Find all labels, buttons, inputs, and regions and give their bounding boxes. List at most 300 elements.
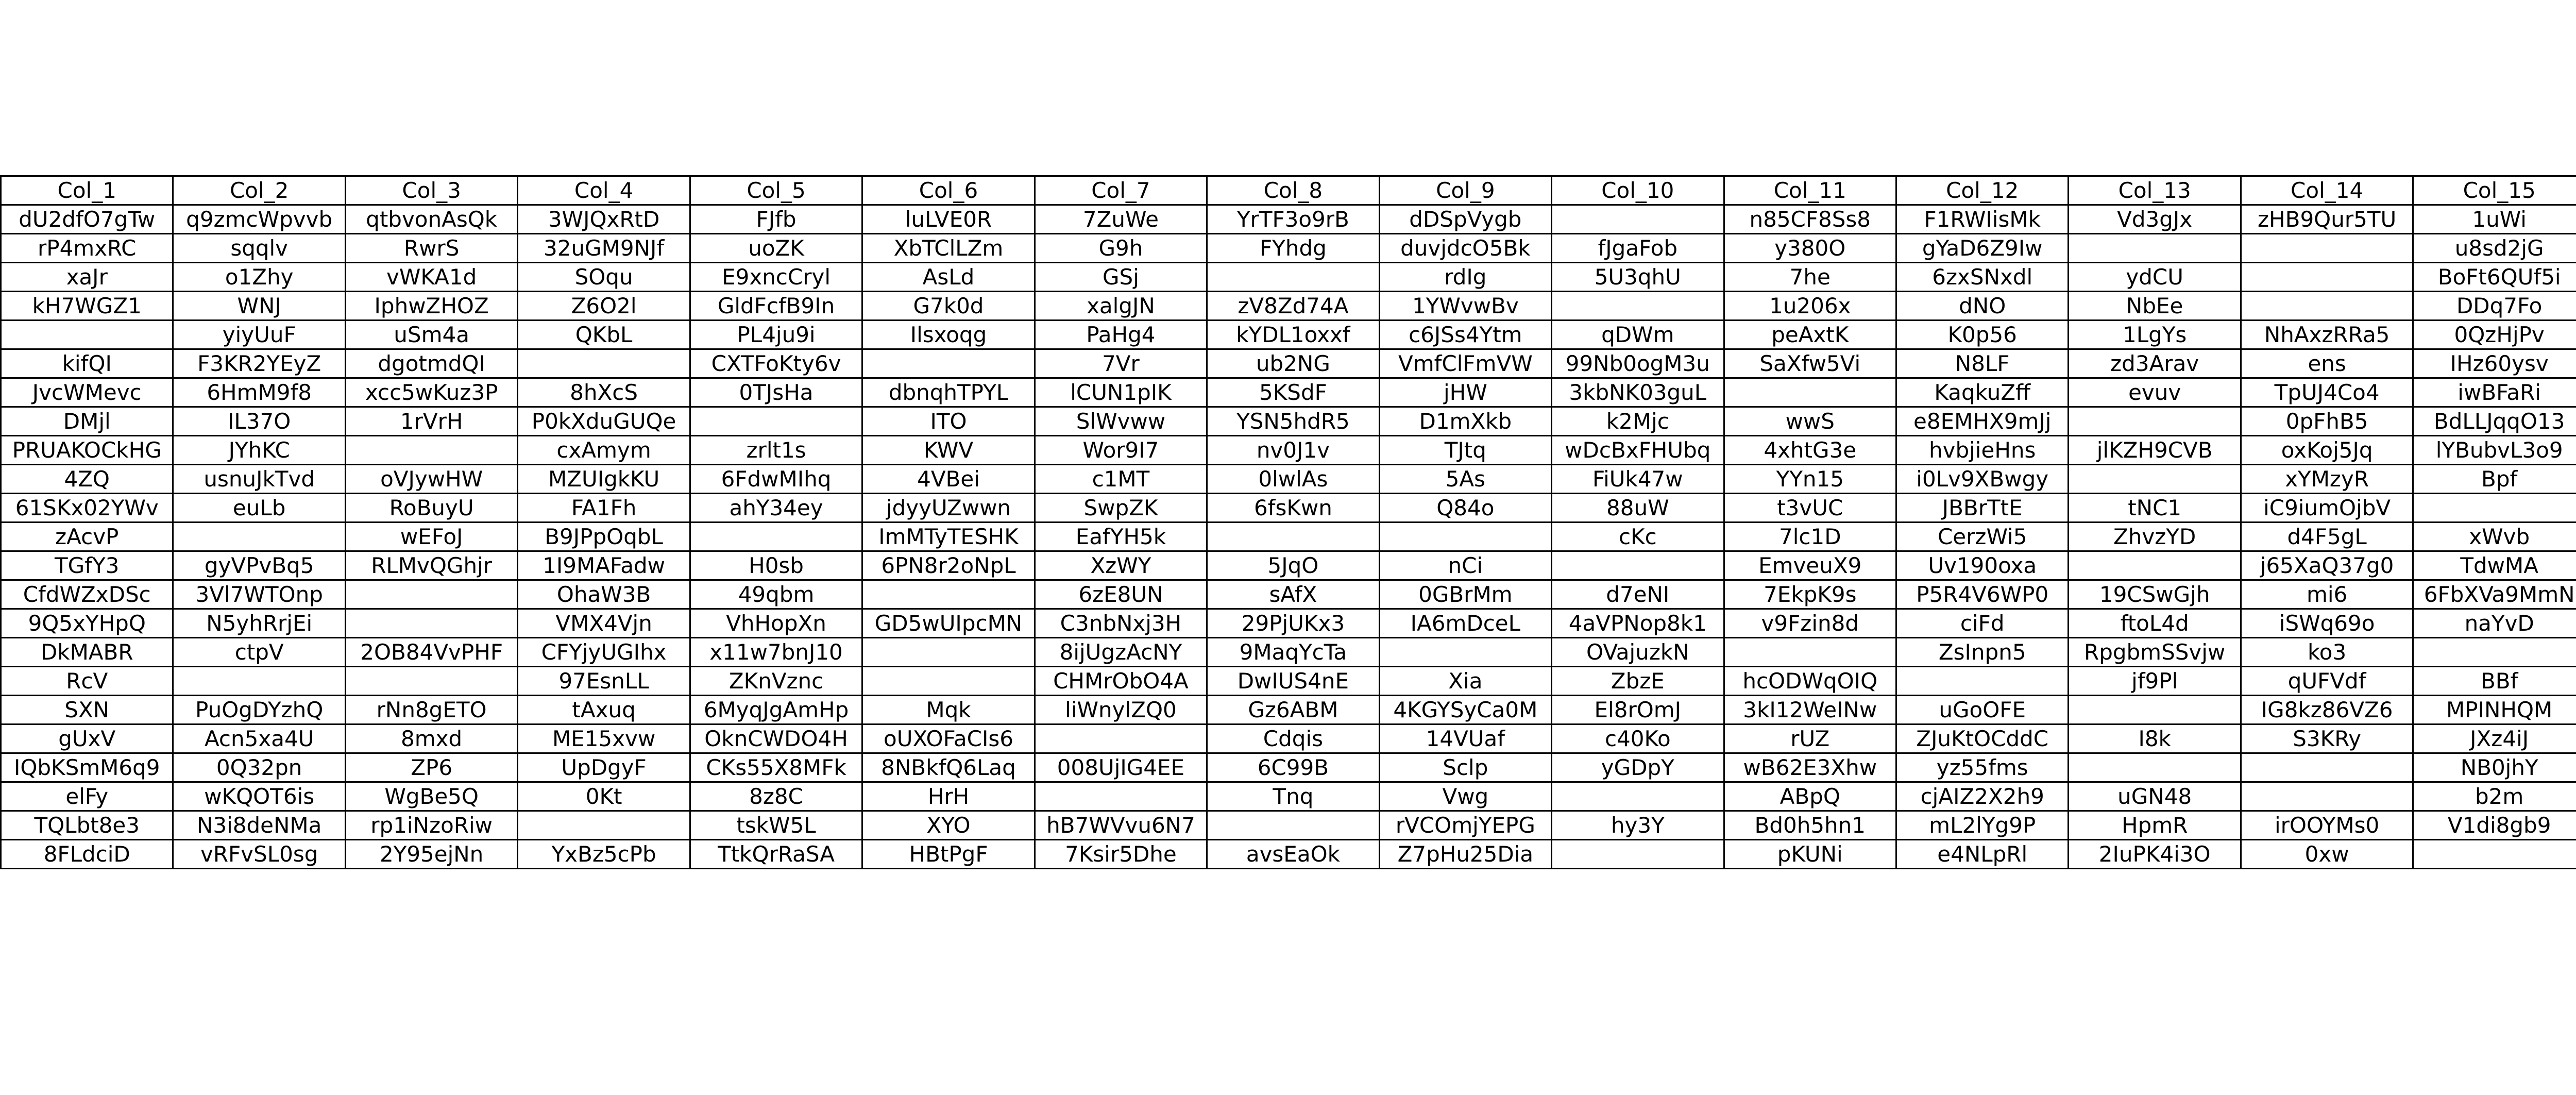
table-cell: dgotmdQI [345, 349, 517, 378]
table-cell [862, 580, 1035, 609]
table-cell: luLVE0R [862, 205, 1035, 234]
table-cell: RwrS [345, 234, 517, 263]
table-cell: xWvb [2413, 523, 2576, 551]
table-cell: DMjl [1, 407, 173, 436]
table-cell [173, 667, 345, 696]
table-cell: DkMABR [1, 638, 173, 667]
table-cell: vWKA1d [345, 263, 517, 292]
table-row [1, 753, 2576, 782]
table-cell: 3Vl7WTOnp [173, 580, 345, 609]
table-cell: EmveuX9 [1724, 551, 1896, 580]
table-cell: yz55fms [1896, 753, 2068, 782]
table-cell: YSN5hdR5 [1207, 407, 1379, 436]
table-cell: Z7pHu25Dia [1379, 840, 1551, 869]
table-cell: IQbKSmM6q9 [1, 753, 173, 782]
table-cell: nCi [1379, 551, 1551, 580]
table-cell [2413, 638, 2576, 667]
table-cell [862, 638, 1035, 667]
table-cell: N3i8deNMa [173, 811, 345, 840]
table-cell: B9JPpOqbL [518, 523, 690, 551]
table-cell: UpDgyF [518, 753, 690, 782]
table-cell: yiyUuF [173, 321, 345, 349]
table-cell: rUZ [1724, 725, 1896, 753]
table-cell: 0xw [2241, 840, 2413, 869]
table-cell [2069, 696, 2241, 725]
table-cell: irOOYMs0 [2241, 811, 2413, 840]
table-cell: v9Fzin8d [1724, 609, 1896, 638]
table-row [1, 349, 2576, 378]
table-cell: HrH [862, 782, 1035, 811]
table-cell: cjAIZ2X2h9 [1896, 782, 2068, 811]
table-cell: 6fsKwn [1207, 494, 1379, 523]
table-cell [862, 349, 1035, 378]
table-cell [2413, 494, 2576, 523]
table-row [1, 234, 2576, 263]
table-cell: XzWY [1035, 551, 1207, 580]
table-cell: kYDL1oxxf [1207, 321, 1379, 349]
table-cell: dbnqhTPYL [862, 378, 1035, 407]
table-cell: Xia [1379, 667, 1551, 696]
table-cell: tNC1 [2069, 494, 2241, 523]
column-header: Col_9 [1379, 176, 1551, 205]
column-header: Col_8 [1207, 176, 1379, 205]
table-cell: 5KSdF [1207, 378, 1379, 407]
table-cell: elFy [1, 782, 173, 811]
table-row [1, 551, 2576, 580]
table-cell: RoBuyU [345, 494, 517, 523]
table-cell: NhAxzRRa5 [2241, 321, 2413, 349]
table-cell: CKs55X8MFk [690, 753, 862, 782]
table-row [1, 494, 2576, 523]
table-cell: G9h [1035, 234, 1207, 263]
table-cell: zAcvP [1, 523, 173, 551]
table-cell: uGN48 [2069, 782, 2241, 811]
table-cell: 7ZuWe [1035, 205, 1207, 234]
table-cell: RpgbmSSvjw [2069, 638, 2241, 667]
table-cell: 4KGYSyCa0M [1379, 696, 1551, 725]
table-cell: WNJ [173, 292, 345, 321]
table-cell: qUFVdf [2241, 667, 2413, 696]
table-cell: PaHg4 [1035, 321, 1207, 349]
table-cell: wwS [1724, 407, 1896, 436]
table-cell: HpmR [2069, 811, 2241, 840]
table-cell: I8k [2069, 725, 2241, 753]
table-cell: zHB9Qur5TU [2241, 205, 2413, 234]
table-cell: JYhKC [173, 436, 345, 465]
table-cell [1207, 523, 1379, 551]
table-cell: BdLLJqqO13 [2413, 407, 2576, 436]
table-row [1, 321, 2576, 349]
table-cell [1552, 292, 1724, 321]
table-cell: 97EsnLL [518, 667, 690, 696]
table-cell: VMX4Vjn [518, 609, 690, 638]
table-cell: 2OB84VvPHF [345, 638, 517, 667]
table-cell: 6FdwMIhq [690, 465, 862, 494]
table-cell: cxAmym [518, 436, 690, 465]
table-cell: CXTFoKty6v [690, 349, 862, 378]
table-cell: dU2dfO7gTw [1, 205, 173, 234]
column-header: Col_12 [1896, 176, 2068, 205]
table-cell: 0Kt [518, 782, 690, 811]
table-cell: rVCOmjYEPG [1379, 811, 1551, 840]
table-cell: C3nbNxj3H [1035, 609, 1207, 638]
table-cell: euLb [173, 494, 345, 523]
table-cell: b2m [2413, 782, 2576, 811]
table-cell: IG8kz86VZ6 [2241, 696, 2413, 725]
table-cell: xYMzyR [2241, 465, 2413, 494]
table-cell [1724, 378, 1896, 407]
table-cell: wKQOT6is [173, 782, 345, 811]
table-cell: Gz6ABM [1207, 696, 1379, 725]
table-cell: K0p56 [1896, 321, 2068, 349]
table-cell: IphwZHOZ [345, 292, 517, 321]
table-cell: d4F5gL [2241, 523, 2413, 551]
table-cell: c40Ko [1552, 725, 1724, 753]
table-cell: y380O [1724, 234, 1896, 263]
table-cell: Mqk [862, 696, 1035, 725]
table-cell [2241, 782, 2413, 811]
table-cell: Bd0h5hn1 [1724, 811, 1896, 840]
table-cell [2241, 234, 2413, 263]
table-header [1, 176, 2576, 205]
table-cell: zV8Zd74A [1207, 292, 1379, 321]
table-cell: fJgaFob [1552, 234, 1724, 263]
table-cell: 0Q32pn [173, 753, 345, 782]
table-cell: N5yhRrjEi [173, 609, 345, 638]
table-cell: ko3 [2241, 638, 2413, 667]
table-cell: evuv [2069, 378, 2241, 407]
table-cell [345, 580, 517, 609]
table-cell: dDSpVygb [1379, 205, 1551, 234]
column-header: Col_3 [345, 176, 517, 205]
column-header: Col_10 [1552, 176, 1724, 205]
table-cell: 7he [1724, 263, 1896, 292]
table-cell: rp1iNzoRiw [345, 811, 517, 840]
column-header: Col_13 [2069, 176, 2241, 205]
table-cell: 88uW [1552, 494, 1724, 523]
table-cell: c6JSs4Ytm [1379, 321, 1551, 349]
table-row [1, 263, 2576, 292]
table-cell: 9Q5xYHpQ [1, 609, 173, 638]
table-row [1, 638, 2576, 667]
table-cell: CHMrObO4A [1035, 667, 1207, 696]
table-cell: 32uGM9NJf [518, 234, 690, 263]
column-header: Col_2 [173, 176, 345, 205]
table-cell [2069, 551, 2241, 580]
table-cell: q9zmcWpvvb [173, 205, 345, 234]
table-cell [2069, 407, 2241, 436]
table-cell: DDq7Fo [2413, 292, 2576, 321]
table-cell: 0lwlAs [1207, 465, 1379, 494]
table-cell: ABpQ [1724, 782, 1896, 811]
table-cell: AsLd [862, 263, 1035, 292]
table-cell: mL2lYg9P [1896, 811, 2068, 840]
table-row [1, 523, 2576, 551]
table-cell: QKbL [518, 321, 690, 349]
table-cell: 5U3qhU [1552, 263, 1724, 292]
table-cell: JXz4iJ [2413, 725, 2576, 753]
table-cell: Z6O2l [518, 292, 690, 321]
table-cell: 6HmM9f8 [173, 378, 345, 407]
table-row [1, 725, 2576, 753]
table-cell: VhHopXn [690, 609, 862, 638]
table-cell: F1RWIisMk [1896, 205, 2068, 234]
table-cell: e8EMHX9mJj [1896, 407, 2068, 436]
table-cell: ciFd [1896, 609, 2068, 638]
table-cell: El8rOmJ [1552, 696, 1724, 725]
table-cell: TtkQrRaSA [690, 840, 862, 869]
table-row [1, 580, 2576, 609]
table-cell [690, 407, 862, 436]
table-cell [2069, 234, 2241, 263]
table-cell: iC9iumOjbV [2241, 494, 2413, 523]
table-cell: 8z8C [690, 782, 862, 811]
table-cell: uGoOFE [1896, 696, 2068, 725]
table-cell: DwIUS4nE [1207, 667, 1379, 696]
table-cell [2241, 292, 2413, 321]
table-cell: gUxV [1, 725, 173, 753]
table-cell: KaqkuZff [1896, 378, 2068, 407]
table-cell: TGfY3 [1, 551, 173, 580]
table-cell: 8mxd [345, 725, 517, 753]
table-cell: jf9Pl [2069, 667, 2241, 696]
table-cell: 4ZQ [1, 465, 173, 494]
table-cell: vRFvSL0sg [173, 840, 345, 869]
table-cell: HBtPgF [862, 840, 1035, 869]
table-cell: FA1Fh [518, 494, 690, 523]
table-row [1, 696, 2576, 725]
table-cell: Vwg [1379, 782, 1551, 811]
table-cell: 1u206x [1724, 292, 1896, 321]
table-cell: ftoL4d [2069, 609, 2241, 638]
table-cell: 61SKx02YWv [1, 494, 173, 523]
table-cell [1035, 782, 1207, 811]
table-cell: GSj [1035, 263, 1207, 292]
table-cell [345, 667, 517, 696]
table-cell: SlWvww [1035, 407, 1207, 436]
column-header: Col_5 [690, 176, 862, 205]
table-cell [1207, 263, 1379, 292]
table-cell: ZbzE [1552, 667, 1724, 696]
table-cell: 2IuPK4i3O [2069, 840, 2241, 869]
table-cell: 19CSwGjh [2069, 580, 2241, 609]
table-cell: IL37O [173, 407, 345, 436]
table-cell: e4NLpRl [1896, 840, 2068, 869]
table-cell [1, 321, 173, 349]
table-cell: kifQI [1, 349, 173, 378]
table-cell: NbEe [2069, 292, 2241, 321]
table-cell: JvcWMevc [1, 378, 173, 407]
table-cell: rdIg [1379, 263, 1551, 292]
table-cell: 008UjIG4EE [1035, 753, 1207, 782]
table-cell: TpUJ4Co4 [2241, 378, 2413, 407]
table-cell [518, 349, 690, 378]
table-cell: t3vUC [1724, 494, 1896, 523]
table-cell: WgBe5Q [345, 782, 517, 811]
table-cell: kH7WGZ1 [1, 292, 173, 321]
table-cell: PRUAKOCkHG [1, 436, 173, 465]
table-cell: 8FLdciD [1, 840, 173, 869]
table-cell: i0Lv9XBwgy [1896, 465, 2068, 494]
table-cell: IHz60ysv [2413, 349, 2576, 378]
table-cell: naYvD [2413, 609, 2576, 638]
table-row [1, 436, 2576, 465]
table-cell: uSm4a [345, 321, 517, 349]
table-cell: 3kI12WeINw [1724, 696, 1896, 725]
table-body [1, 205, 2576, 869]
table-cell: OVajuzkN [1552, 638, 1724, 667]
table-cell: 7Vr [1035, 349, 1207, 378]
table-cell: ZsInpn5 [1896, 638, 2068, 667]
table-cell: liWnylZQ0 [1035, 696, 1207, 725]
table-cell: PL4ju9i [690, 321, 862, 349]
table-cell [1552, 551, 1724, 580]
table-row [1, 782, 2576, 811]
table-cell: BoFt6QUf5i [2413, 263, 2576, 292]
table-cell: KWV [862, 436, 1035, 465]
table-cell [2241, 753, 2413, 782]
table-cell: D1mXkb [1379, 407, 1551, 436]
table-cell [2413, 840, 2576, 869]
table-cell [1896, 667, 2068, 696]
table-cell: sqqlv [173, 234, 345, 263]
table-row [1, 407, 2576, 436]
table-cell: cKc [1552, 523, 1724, 551]
table-cell: NB0jhY [2413, 753, 2576, 782]
data-table-container [0, 175, 2576, 869]
table-cell: tskW5L [690, 811, 862, 840]
table-cell: tAxuq [518, 696, 690, 725]
table-cell: 6zE8UN [1035, 580, 1207, 609]
table-cell: N8LF [1896, 349, 2068, 378]
table-cell: lCUN1pIK [1035, 378, 1207, 407]
table-cell [1035, 725, 1207, 753]
table-cell: 49qbm [690, 580, 862, 609]
table-cell: V1di8gb9 [2413, 811, 2576, 840]
table-cell: wB62E3Xhw [1724, 753, 1896, 782]
table-cell: 2Y95ejNn [345, 840, 517, 869]
table-cell: 1uWi [2413, 205, 2576, 234]
table-cell: RLMvQGhjr [345, 551, 517, 580]
table-cell: 3kbNK03guL [1552, 378, 1724, 407]
table-cell: 9MaqYcTa [1207, 638, 1379, 667]
table-cell [345, 609, 517, 638]
table-cell: GldFcfB9In [690, 292, 862, 321]
table-cell: usnuJkTvd [173, 465, 345, 494]
table-cell: ens [2241, 349, 2413, 378]
table-cell: k2Mjc [1552, 407, 1724, 436]
table-cell: 0pFhB5 [2241, 407, 2413, 436]
table-cell: YxBz5cPb [518, 840, 690, 869]
table-cell: n85CF8Ss8 [1724, 205, 1896, 234]
table-cell [173, 523, 345, 551]
table-cell: wEFoJ [345, 523, 517, 551]
table-cell: S3KRy [2241, 725, 2413, 753]
table-cell: IA6mDceL [1379, 609, 1551, 638]
table-cell: jHW [1379, 378, 1551, 407]
table-cell [518, 811, 690, 840]
table-cell: 6FbXVa9MmN [2413, 580, 2576, 609]
table-cell: SaXfw5Vi [1724, 349, 1896, 378]
table-cell: ctpV [173, 638, 345, 667]
table-cell: hvbjieHns [1896, 436, 2068, 465]
table-cell: xcc5wKuz3P [345, 378, 517, 407]
table-cell: pKUNi [1724, 840, 1896, 869]
column-header: Col_11 [1724, 176, 1896, 205]
table-cell: gyVPvBq5 [173, 551, 345, 580]
column-header: Col_1 [1, 176, 173, 205]
table-cell: EafYH5k [1035, 523, 1207, 551]
table-cell: Cdqis [1207, 725, 1379, 753]
table-cell: FYhdg [1207, 234, 1379, 263]
table-cell: uoZK [690, 234, 862, 263]
table-cell: xalgJN [1035, 292, 1207, 321]
table-cell [1379, 523, 1551, 551]
table-cell: ZKnVznc [690, 667, 862, 696]
table-cell: Uv190oxa [1896, 551, 2068, 580]
column-header: Col_4 [518, 176, 690, 205]
table-cell: MZUIgkKU [518, 465, 690, 494]
table-cell: qtbvonAsQk [345, 205, 517, 234]
table-cell: VmfClFmVW [1379, 349, 1551, 378]
table-cell: GD5wUIpcMN [862, 609, 1035, 638]
table-cell: P5R4V6WP0 [1896, 580, 2068, 609]
table-cell: BBf [2413, 667, 2576, 696]
table-cell: oUXOFaCIs6 [862, 725, 1035, 753]
table-cell: 7Ksir5Dhe [1035, 840, 1207, 869]
table-cell: JBBrTtE [1896, 494, 2068, 523]
table-cell: 1I9MAFadw [518, 551, 690, 580]
table-cell: 1YWvwBv [1379, 292, 1551, 321]
table-cell: hy3Y [1552, 811, 1724, 840]
table-cell: YYn15 [1724, 465, 1896, 494]
table-cell: P0kXduGUQe [518, 407, 690, 436]
table-cell: jlKZH9CVB [2069, 436, 2241, 465]
table-cell: XYO [862, 811, 1035, 840]
table-cell: Sclp [1379, 753, 1551, 782]
table-cell [1724, 638, 1896, 667]
table-cell: 4VBei [862, 465, 1035, 494]
table-cell: xaJr [1, 263, 173, 292]
table-cell: qDWm [1552, 321, 1724, 349]
table-cell: PuOgDYzhQ [173, 696, 345, 725]
table-cell: FiUk47w [1552, 465, 1724, 494]
table-cell: jdyyUZwwn [862, 494, 1035, 523]
table-cell: Q84o [1379, 494, 1551, 523]
table-cell: CfdWZxDSc [1, 580, 173, 609]
table-cell [345, 436, 517, 465]
table-cell: 7EkpK9s [1724, 580, 1896, 609]
table-cell: ydCU [2069, 263, 2241, 292]
table-cell: RcV [1, 667, 173, 696]
table-cell: avsEaOk [1207, 840, 1379, 869]
table-cell: 99Nb0ogM3u [1552, 349, 1724, 378]
table-cell: F3KR2YEyZ [173, 349, 345, 378]
table-cell [1379, 638, 1551, 667]
table-cell: MPINHQM [2413, 696, 2576, 725]
data-table [0, 175, 2576, 869]
table-cell: YrTF3o9rB [1207, 205, 1379, 234]
table-cell: Ilsxoqg [862, 321, 1035, 349]
table-cell: Acn5xa4U [173, 725, 345, 753]
table-cell: OknCWDO4H [690, 725, 862, 753]
table-cell [2241, 263, 2413, 292]
table-cell: zrlt1s [690, 436, 862, 465]
table-cell: oxKoj5Jq [2241, 436, 2413, 465]
table-cell: ZP6 [345, 753, 517, 782]
table-cell: SOqu [518, 263, 690, 292]
table-cell: ZJuKtOCddC [1896, 725, 2068, 753]
